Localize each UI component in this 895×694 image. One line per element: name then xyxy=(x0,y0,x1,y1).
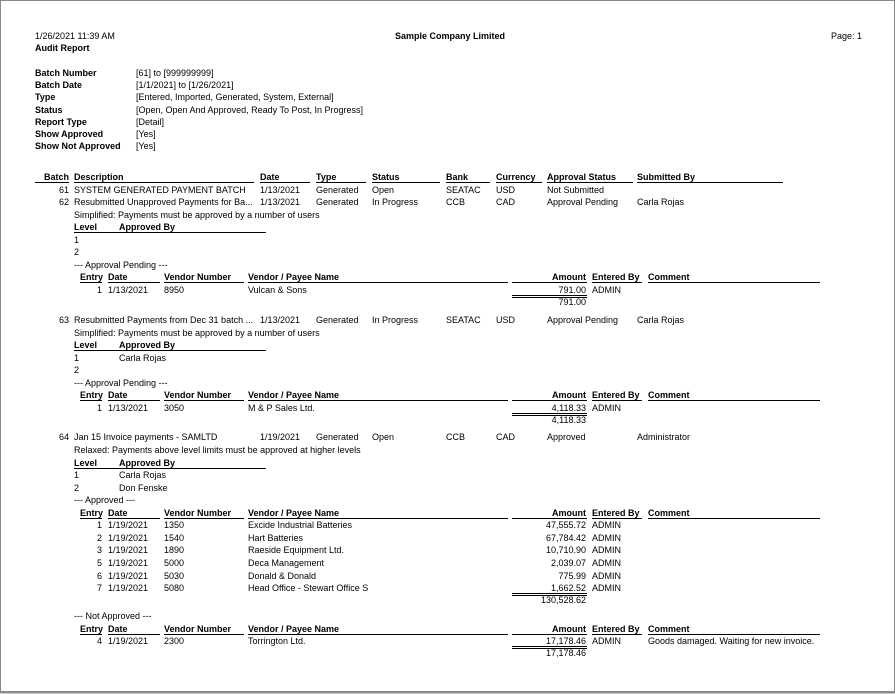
entry-header-underline xyxy=(592,518,642,519)
entry-number: 6 xyxy=(96,570,102,581)
column-header-underline xyxy=(316,182,366,183)
column-header-bank: Bank xyxy=(446,172,469,182)
entry-header-underline xyxy=(648,634,820,635)
level-header-underline xyxy=(74,350,266,351)
entry-entered-by: ADMIN xyxy=(592,284,621,295)
entry-entered-by: ADMIN xyxy=(592,583,621,594)
batch-description: Jan 15 Invoice payments - SAMLTD xyxy=(74,432,218,443)
column-header-underline xyxy=(260,182,310,183)
entry-amount: 67,784.42 xyxy=(545,532,586,543)
entry-header-underline xyxy=(108,634,160,635)
entry-header-underline xyxy=(80,282,102,283)
batch-status: In Progress xyxy=(372,315,419,325)
entry-number: 1 xyxy=(96,520,102,531)
param-value: [61] to [999999999] xyxy=(136,68,214,78)
entry-header-underline xyxy=(164,518,244,519)
entered-by-header: Entered By xyxy=(592,272,640,283)
entry-entered-by: ADMIN xyxy=(592,557,621,568)
vendor-name-header: Vendor / Payee Name xyxy=(248,272,340,283)
entry-comment: Goods damaged. Waiting for new invoice. xyxy=(648,636,815,647)
entry-header-underline xyxy=(164,634,244,635)
entry-vendor-number: 1350 xyxy=(164,520,185,531)
batch-date: 1/13/2021 xyxy=(260,184,301,195)
approval-rule: Simplified: Payments must be approved by a number of users xyxy=(74,327,320,338)
column-header-currency: Currency xyxy=(496,172,536,182)
entry-vendor-name: Head Office - Stewart Office S xyxy=(248,583,369,594)
approval-group-title: --- Not Approved --- xyxy=(74,611,152,622)
batch-description: Resubmitted Payments from Dec 31 batch ... xyxy=(74,315,254,325)
entry-header: Entry xyxy=(80,623,104,634)
column-header-underline xyxy=(74,182,254,183)
entered-by-header: Entered By xyxy=(592,623,640,634)
entry-number: 3 xyxy=(96,545,102,556)
entry-vendor-number: 5000 xyxy=(164,557,185,568)
entry-header-underline xyxy=(592,282,642,283)
entry-amount: 775.99 xyxy=(558,570,586,581)
param-label: Show Not Approved xyxy=(35,141,121,152)
entry-vendor-name: Donald & Donald xyxy=(248,570,317,581)
entry-vendor-number: 1890 xyxy=(164,545,185,556)
approval-group-title: --- Approved --- xyxy=(74,495,136,506)
entry-entered-by: ADMIN xyxy=(592,545,621,556)
entry-vendor-name: M & P Sales Ltd. xyxy=(248,402,315,413)
entry-vendor-name: Excide Industrial Batteries xyxy=(248,520,353,531)
entry-date-header: Date xyxy=(108,390,128,401)
vendor-name-header: Vendor / Payee Name xyxy=(248,623,340,634)
param-label: Batch Number xyxy=(35,68,97,78)
entry-header-underline xyxy=(512,518,587,519)
entry-header-underline xyxy=(648,518,820,519)
batch-type: Generated xyxy=(316,197,359,208)
entry-header-underline xyxy=(248,518,508,519)
param-value: [1/1/2021] to [1/26/2021] xyxy=(136,80,234,91)
entry-header-underline xyxy=(108,282,160,283)
entry-header-underline xyxy=(248,282,508,283)
entry-entered-by: ADMIN xyxy=(592,402,621,413)
vendor-name-header: Vendor / Payee Name xyxy=(248,507,340,518)
entry-header-underline xyxy=(108,400,160,401)
entry-header-underline xyxy=(512,400,587,401)
level-header-underline xyxy=(74,468,266,469)
amount-header: Amount xyxy=(552,623,586,634)
column-header-batch: Batch xyxy=(43,172,69,182)
total-rule xyxy=(512,413,587,414)
entry-amount: 4,118.33 xyxy=(551,402,586,413)
entry-header-underline xyxy=(164,282,244,283)
page-number: Page: 1 xyxy=(830,31,862,41)
entry-number: 2 xyxy=(96,532,102,543)
param-value: [Open, Open And Approved, Ready To Post, In Progress] xyxy=(136,104,363,115)
group-total: 130,528.62 xyxy=(540,595,586,606)
entry-date: 1/19/2021 xyxy=(108,520,149,531)
batch-bank: CCB xyxy=(446,432,466,443)
batch-type: Generated xyxy=(316,432,359,443)
entry-header-underline xyxy=(164,400,244,401)
level-number: 2 xyxy=(74,247,80,258)
column-header-underline xyxy=(372,182,440,183)
entry-header-underline xyxy=(512,282,587,283)
entry-header-underline xyxy=(108,518,160,519)
entry-number: 7 xyxy=(96,583,102,594)
column-header-underline xyxy=(547,182,633,183)
param-label: Report Type xyxy=(35,116,87,127)
entry-header: Entry xyxy=(80,272,104,283)
company-name: Sample Company Limited xyxy=(395,31,506,41)
entered-by-header: Entered By xyxy=(592,390,640,401)
entry-entered-by: ADMIN xyxy=(592,532,621,543)
level-header: Level xyxy=(74,222,98,233)
entry-vendor-name: Torrington Ltd. xyxy=(248,636,306,647)
entry-header-underline xyxy=(592,634,642,635)
param-label: Show Approved xyxy=(35,129,104,139)
entry-entered-by: ADMIN xyxy=(592,570,621,581)
group-total: 17,178.46 xyxy=(545,648,586,659)
entry-date: 1/13/2021 xyxy=(108,284,149,295)
entry-entered-by: ADMIN xyxy=(592,520,621,531)
group-total: 791.00 xyxy=(558,296,586,307)
batch-approval-status: Approval Pending xyxy=(547,197,619,208)
entry-number: 5 xyxy=(96,557,102,568)
entry-vendor-number: 2300 xyxy=(164,636,185,647)
entry-amount: 47,555.72 xyxy=(545,520,586,531)
batch-bank: CCB xyxy=(446,197,466,208)
level-approver: Don Fenske xyxy=(119,482,168,493)
entry-header: Entry xyxy=(80,390,104,401)
entry-date: 1/19/2021 xyxy=(108,570,149,581)
entry-number: 1 xyxy=(96,284,102,295)
entry-vendor-name: Deca Management xyxy=(248,557,325,568)
entry-header: Entry xyxy=(80,507,104,518)
column-header-underline xyxy=(496,182,542,183)
vendor-number-header: Vendor Number xyxy=(164,507,232,518)
entry-amount: 2,039.07 xyxy=(550,557,586,568)
batch-approval-status: Not Submitted xyxy=(547,184,605,195)
total-rule xyxy=(512,295,587,296)
level-number: 2 xyxy=(74,365,80,376)
column-header-approval_status: Approval Status xyxy=(547,172,617,182)
entry-header-underline xyxy=(648,282,820,283)
entry-vendor-number: 3050 xyxy=(164,402,185,413)
entry-header-underline xyxy=(80,400,102,401)
vendor-number-header: Vendor Number xyxy=(164,272,232,283)
report-date-time: 1/26/2021 11:39 AM xyxy=(35,31,115,41)
entry-amount: 791.00 xyxy=(558,284,586,295)
entry-header-underline xyxy=(80,518,102,519)
entry-amount: 17,178.46 xyxy=(545,636,586,647)
column-header-underline xyxy=(35,182,69,183)
level-header: Level xyxy=(74,340,98,351)
approval-group-title: --- Approval Pending --- xyxy=(74,259,168,270)
column-header-date: Date xyxy=(260,172,280,182)
approval-rule: Simplified: Payments must be approved by a number of users xyxy=(74,209,320,220)
batch-status: Open xyxy=(372,184,395,195)
entry-amount: 10,710.90 xyxy=(545,545,586,556)
group-total: 4,118.33 xyxy=(551,414,586,425)
amount-header: Amount xyxy=(552,390,586,401)
batch-date: 1/19/2021 xyxy=(260,432,301,443)
amount-header: Amount xyxy=(552,507,586,518)
batch-approval-status: Approved xyxy=(547,432,586,443)
batch-number: 62 xyxy=(58,197,69,208)
entry-date: 1/19/2021 xyxy=(108,545,149,556)
report-title: Audit Report xyxy=(35,43,90,53)
approval-group-title: --- Approval Pending --- xyxy=(74,377,168,388)
batch-description: SYSTEM GENERATED PAYMENT BATCH xyxy=(74,184,246,195)
batch-approval-status: Approval Pending xyxy=(547,315,619,325)
entry-vendor-number: 5030 xyxy=(164,570,185,581)
batch-status: In Progress xyxy=(372,197,419,208)
entry-vendor-number: 5080 xyxy=(164,583,185,594)
vendor-name-header: Vendor / Payee Name xyxy=(248,390,340,401)
entry-date: 1/19/2021 xyxy=(108,532,149,543)
batch-status: Open xyxy=(372,432,395,443)
entry-vendor-name: Raeside Equipment Ltd. xyxy=(248,545,345,556)
comment-header: Comment xyxy=(648,272,690,283)
batch-submitted-by: Administrator xyxy=(637,432,691,443)
comment-header: Comment xyxy=(648,507,690,518)
batch-date: 1/13/2021 xyxy=(260,197,301,208)
entry-header-underline xyxy=(248,634,508,635)
level-number: 1 xyxy=(74,352,80,363)
batch-currency: USD xyxy=(496,315,516,325)
batch-bank: SEATAC xyxy=(446,184,481,195)
batch-bank: SEATAC xyxy=(446,315,481,325)
entry-date: 1/19/2021 xyxy=(108,557,149,568)
batch-description: Resubmitted Unapproved Payments for Ba... xyxy=(74,197,253,208)
total-rule xyxy=(512,646,587,647)
comment-header: Comment xyxy=(648,390,690,401)
entry-date: 1/13/2021 xyxy=(108,402,149,413)
column-header-underline xyxy=(637,182,783,183)
total-rule xyxy=(512,593,587,594)
column-header-underline xyxy=(446,182,490,183)
comment-header: Comment xyxy=(648,623,690,634)
approved-by-header: Approved By xyxy=(119,457,176,468)
entry-header-underline xyxy=(648,400,820,401)
entry-date-header: Date xyxy=(108,507,128,518)
entry-vendor-name: Vulcan & Sons xyxy=(248,284,307,295)
param-value: [Yes] xyxy=(136,141,156,152)
batch-number: 63 xyxy=(58,315,69,325)
entry-vendor-number: 8950 xyxy=(164,284,185,295)
entry-date-header: Date xyxy=(108,272,128,283)
level-header: Level xyxy=(74,457,98,468)
batch-submitted-by: Carla Rojas xyxy=(637,197,685,208)
amount-header: Amount xyxy=(552,272,586,283)
batch-date: 1/13/2021 xyxy=(260,315,301,325)
param-value: [Yes] xyxy=(136,129,156,139)
column-header-submitted_by: Submitted By xyxy=(637,172,696,182)
entry-entered-by: ADMIN xyxy=(592,636,621,647)
entry-vendor-number: 1540 xyxy=(164,532,185,543)
column-header-status: Status xyxy=(372,172,400,182)
entry-number: 4 xyxy=(96,636,102,647)
level-header-underline xyxy=(74,232,266,233)
param-label: Type xyxy=(35,92,56,103)
entry-vendor-name: Hart Batteries xyxy=(248,532,304,543)
approval-rule: Relaxed: Payments above level limits must be approved at higher levels xyxy=(74,445,361,455)
param-label: Status xyxy=(35,104,63,115)
level-number: 1 xyxy=(74,234,80,245)
param-label: Batch Date xyxy=(35,80,83,91)
batch-number: 61 xyxy=(58,184,69,195)
vendor-number-header: Vendor Number xyxy=(164,623,232,634)
batch-currency: CAD xyxy=(496,197,516,208)
entry-date: 1/19/2021 xyxy=(108,583,149,594)
entry-number: 1 xyxy=(96,402,102,413)
batch-currency: CAD xyxy=(496,432,516,443)
column-header-type: Type xyxy=(316,172,337,182)
approved-by-header: Approved By xyxy=(119,340,176,351)
level-approver: Carla Rojas xyxy=(119,352,167,363)
batch-number: 64 xyxy=(58,432,69,443)
batch-type: Generated xyxy=(316,184,359,195)
entry-date: 1/19/2021 xyxy=(108,636,149,647)
entry-header-underline xyxy=(512,634,587,635)
level-number: 1 xyxy=(74,470,80,481)
batch-currency: USD xyxy=(496,184,516,195)
entered-by-header: Entered By xyxy=(592,507,640,518)
entry-header-underline xyxy=(80,634,102,635)
approved-by-header: Approved By xyxy=(119,222,176,233)
entry-header-underline xyxy=(248,400,508,401)
entry-date-header: Date xyxy=(108,623,128,634)
entry-header-underline xyxy=(592,400,642,401)
level-number: 2 xyxy=(74,482,80,493)
column-header-description: Description xyxy=(74,172,124,182)
entry-amount: 1,662.52 xyxy=(550,583,586,594)
param-value: [Detail] xyxy=(136,116,165,127)
param-value: [Entered, Imported, Generated, System, External] xyxy=(136,92,334,103)
batch-submitted-by: Carla Rojas xyxy=(637,315,685,325)
level-approver: Carla Rojas xyxy=(119,470,167,481)
vendor-number-header: Vendor Number xyxy=(164,390,232,401)
batch-type: Generated xyxy=(316,315,359,325)
